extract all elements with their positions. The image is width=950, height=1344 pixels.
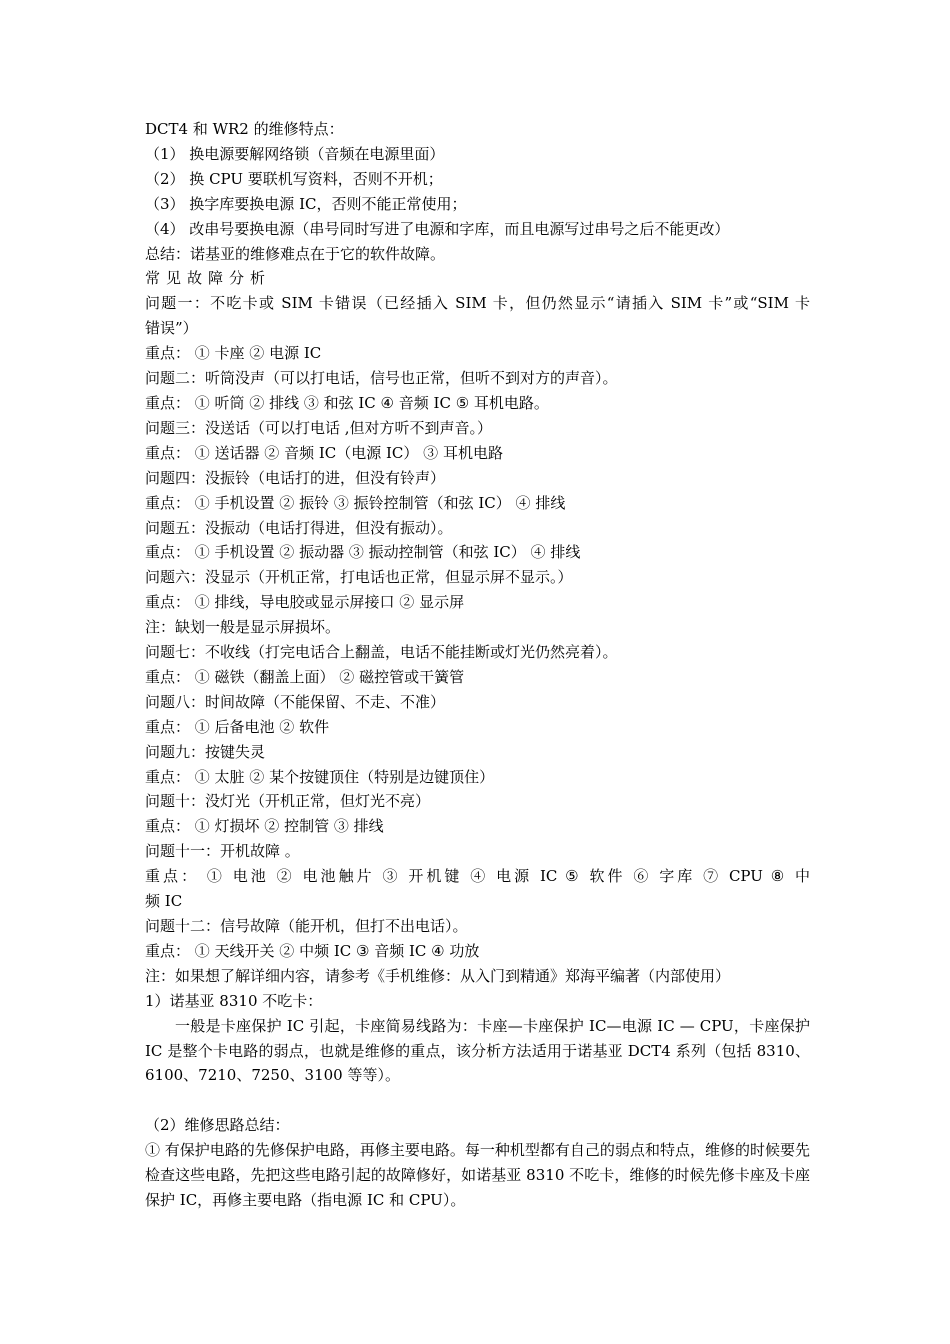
intro-title: DCT4 和 WR2 的维修特点： xyxy=(145,120,344,138)
fault-question: 问题十：没灯光（开机正常，但灯光不亮） xyxy=(145,792,431,811)
intro-item: （4） 改串号要换电源（串号同时写进了电源和字库，而且电源写过串号之后不能更改） xyxy=(145,219,730,238)
document-body xyxy=(145,117,810,1213)
fault-key-points: 重点： ① 听筒 ② 排线 ③ 和弦 IC ④ 音频 IC ⑤ 耳机电路。 xyxy=(145,393,549,412)
fault-key-points: 重点： ① 太脏 ② 某个按键顶住（特别是边键顶住） xyxy=(145,767,495,786)
fault-key-points: 重点： ① 卡座 ② 电源 IC xyxy=(145,344,322,363)
fault-key-points: 重点： ① 电池 ② 电池触片 ③ 开机键 ④ 电源 IC ⑤ 软件 ⑥ 字库 ⑦ CPU ⑧ 中 xyxy=(145,867,810,886)
blank-line xyxy=(145,1088,810,1113)
fault-question: 问题七：不收线（打完电话合上翻盖，电话不能挂断或灯光仍然亮着）。 xyxy=(145,643,618,662)
section-title: 常见故障分析 xyxy=(145,269,272,288)
fault-question: 问题十一：开机故障 。 xyxy=(145,842,300,861)
intro-item: （2） 换 CPU 要联机写资料，否则不开机； xyxy=(145,169,443,188)
fault-question: 问题一：不吃卡或 SIM 卡错误（已经插入 SIM 卡，但仍然显示“请插入 SIM 卡”或“SIM 卡 xyxy=(145,294,810,313)
fault-key-points: 重点： ① 手机设置 ② 振铃 ③ 振铃控制管（和弦 IC） ④ 排线 xyxy=(145,493,566,512)
fault-question: 问题十二：信号故障（能开机，但打不出电话）。 xyxy=(145,917,468,935)
fault-question-cont: 错误”） xyxy=(145,319,198,338)
fault-key-points: 重点： ① 送话器 ② 音频 IC（电源 IC） ③ 耳机电路 xyxy=(145,443,503,462)
fault-question: 问题五：没振动（电话打得进，但没有振动）。 xyxy=(145,518,453,537)
fault-question: 问题八：时间故障（不能保留、不走、不准） xyxy=(145,692,446,711)
case-paragraph: ① 有保护电路的先修保护电路，再修主要电路。每一种机型都有自己的弱点和特点，维修的时候要先检查这些电路，先把这些电路引起的故障修好，如诺基亚 8310 不吃卡，维修的时候先修卡座及卡座保护 IC，再修主要电路（指电源 IC 和 CPU）。 xyxy=(145,1141,810,1209)
intro-item: （3） 换字库要换电源 IC，否则不能正常使用； xyxy=(145,194,467,213)
fault-question: 问题六：没显示（开机正常，打电话也正常，但显示屏不显示。） xyxy=(145,568,573,587)
fault-key-points: 重点： ① 后备电池 ② 软件 xyxy=(145,717,330,736)
fault-question: 问题九：按键失灵 xyxy=(145,742,266,761)
fault-key-points: 重点： ① 手机设置 ② 振动器 ③ 振动控制管（和弦 IC） ④ 排线 xyxy=(145,543,581,562)
fault-question: 问题四：没振铃（电话打的进，但没有铃声） xyxy=(145,468,446,487)
fault-key-points: 重点： ① 磁铁（翻盖上面） ② 磁控管或干簧管 xyxy=(145,667,465,686)
fault-question: 问题二：听筒没声（可以打电话，信号也正常，但听不到对方的声音）。 xyxy=(145,369,618,388)
intro-summary: 总结：诺基亚的维修难点在于它的软件故障。 xyxy=(145,244,446,263)
fault-key-points: 重点： ① 天线开关 ② 中频 IC ③ 音频 IC ④ 功放 xyxy=(145,941,480,960)
intro-item: （1） 换电源要解网络锁（音频在电源里面） xyxy=(145,144,445,163)
case-heading: 1）诺基亚 8310 不吃卡： xyxy=(145,991,323,1010)
fault-note: 注：缺划一般是显示屏损坏。 xyxy=(145,618,341,637)
case-paragraph: 一般是卡座保护 IC 引起，卡座简易线路为：卡座—卡座保护 IC—电源 IC — CPU，卡座保护 IC 是整个卡电路的弱点，也就是维修的重点，该分析方法适用于诺基亚 DCT4 系列（包括 8310、6100、7210、7250、3100 等等）。 xyxy=(145,1016,810,1085)
fault-question: 问题三：没送话（可以打电话 ,但对方听不到声音。） xyxy=(145,418,493,437)
fault-key-points-cont: 频 IC xyxy=(145,892,183,911)
fault-note: 注：如果想了解详细内容，请参考《手机维修：从入门到精通》郑海平编著（内部使用） xyxy=(145,966,731,985)
fault-key-points: 重点： ① 排线，导电胶或显示屏接口 ② 显示屏 xyxy=(145,593,465,612)
case-heading: （2）维修思路总结： xyxy=(145,1116,290,1135)
fault-key-points: 重点： ① 灯损坏 ② 控制管 ③ 排线 xyxy=(145,817,384,836)
